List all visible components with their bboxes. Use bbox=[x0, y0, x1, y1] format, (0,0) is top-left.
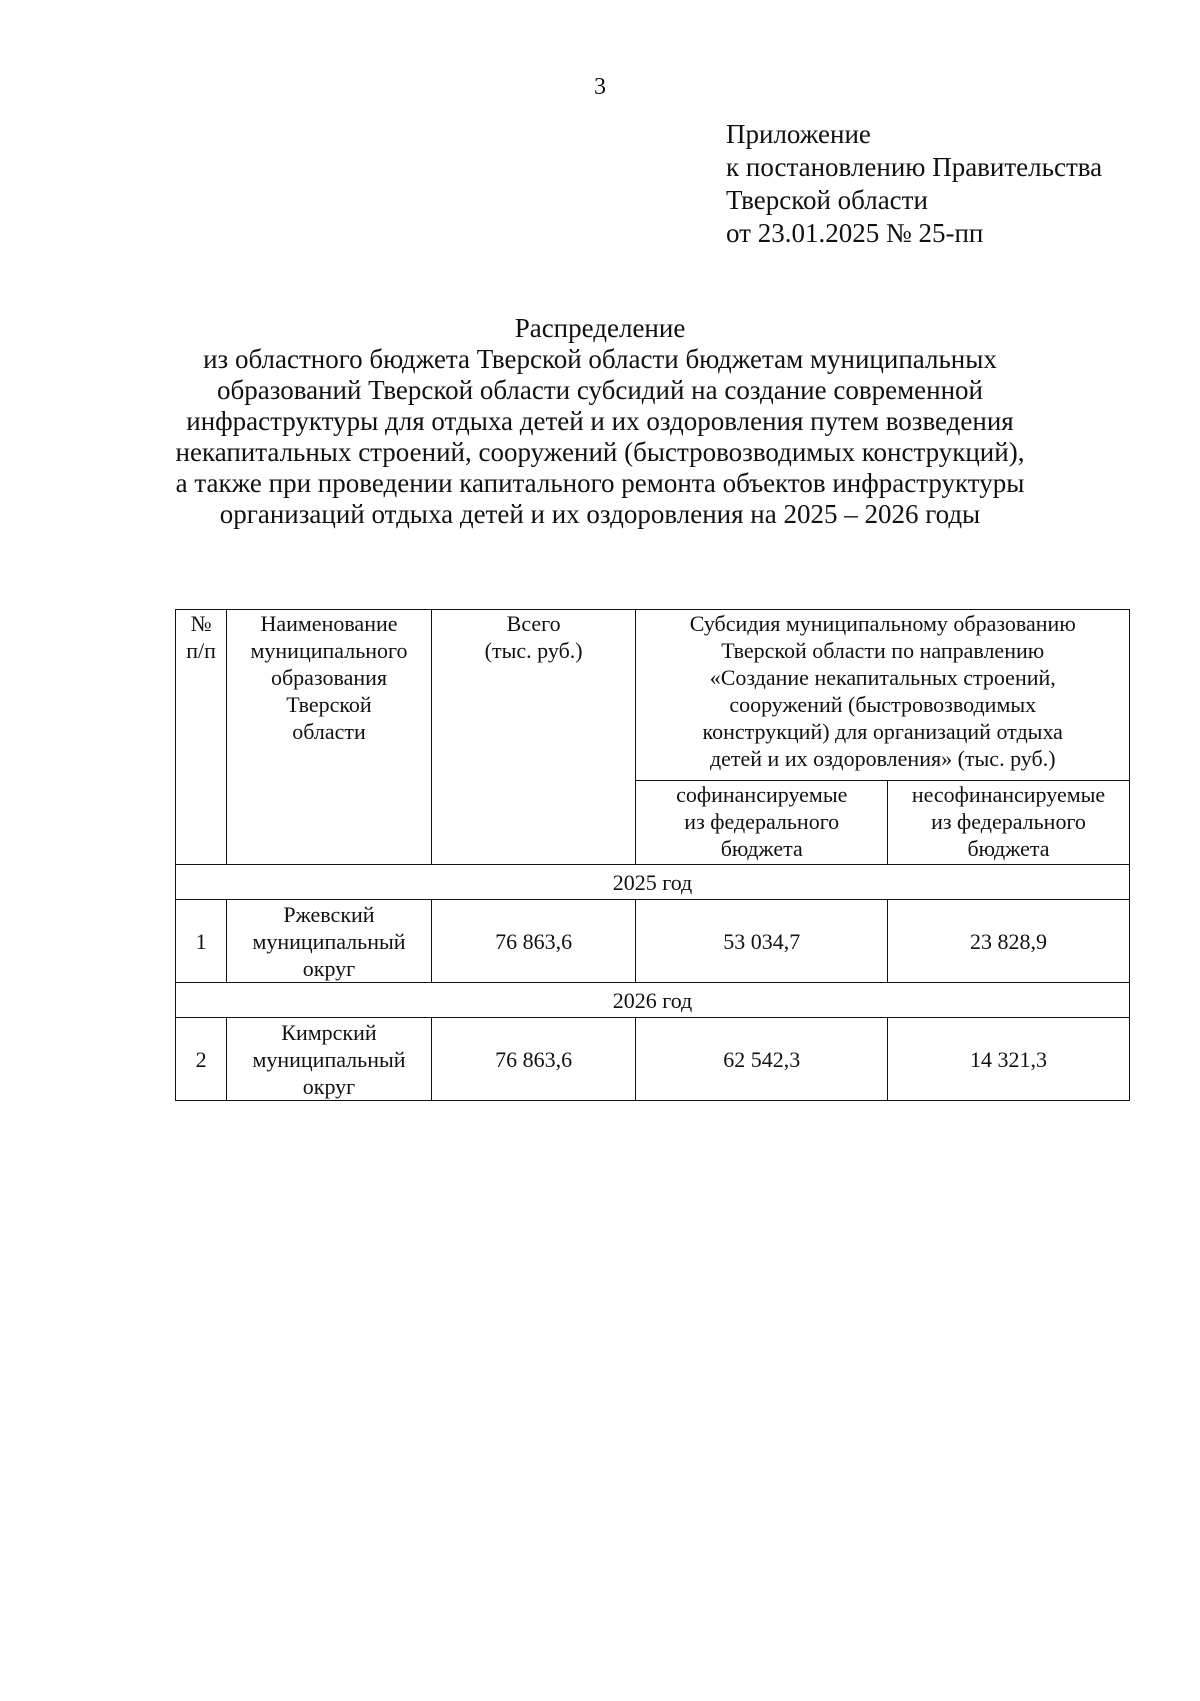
table-header-row bbox=[176, 610, 1130, 781]
title-line: некапитальных строений, сооружений (быстровозводимых конструкций), bbox=[175, 437, 1025, 467]
table-row bbox=[176, 1018, 1130, 1101]
page-number: 3 bbox=[594, 74, 606, 100]
row-name: Кимрский муниципальный округ bbox=[227, 1018, 432, 1101]
header-name: Наименование муниципального образования Тверской области bbox=[227, 610, 432, 865]
row-total: 76 863,6 bbox=[431, 900, 636, 983]
title-line: образований Тверской области субсидий на создание современной bbox=[216, 375, 984, 405]
appendix-line: Приложение bbox=[726, 119, 871, 149]
title-heading: Распределение bbox=[514, 313, 686, 343]
title-line: из областного бюджета Тверской области бюджетам муниципальных bbox=[203, 344, 997, 374]
header-total: Всего (тыс. руб.) bbox=[431, 610, 636, 865]
row-num: 2 bbox=[176, 1018, 227, 1101]
title-line: организаций отдыха детей и их оздоровления на 2025 – 2026 годы bbox=[219, 499, 981, 529]
year-row-2025 bbox=[176, 865, 1130, 900]
appendix-line: к постановлению Правительства bbox=[726, 152, 1103, 182]
year-label: 2026 год bbox=[176, 983, 1130, 1018]
table-row bbox=[176, 900, 1130, 983]
header-cofinanced: софинансируемые из федерального бюджета bbox=[636, 781, 888, 865]
header-num: № п/п bbox=[176, 610, 227, 865]
row-num: 1 bbox=[176, 900, 227, 983]
distribution-table bbox=[175, 609, 1130, 1101]
appendix-line: Тверской области bbox=[726, 185, 928, 215]
header-noncofinanced: несофинансируемые из федерального бюджета bbox=[888, 781, 1130, 865]
title-line: а также при проведении капитального ремонта объектов инфраструктуры bbox=[175, 468, 1025, 498]
row-noncofinanced: 23 828,9 bbox=[888, 900, 1130, 983]
year-row-2026 bbox=[176, 983, 1130, 1018]
appendix-block bbox=[726, 118, 1102, 250]
row-cofinanced: 62 542,3 bbox=[636, 1018, 888, 1101]
row-noncofinanced: 14 321,3 bbox=[888, 1018, 1130, 1101]
year-label: 2025 год bbox=[176, 865, 1130, 900]
row-total: 76 863,6 bbox=[431, 1018, 636, 1101]
document-title bbox=[100, 313, 1100, 530]
header-subsidy: Субсидия муниципальному образованию Тверской области по направлению «Создание некапитальных строений, сооружений (быстровозводимых конструкций) для организаций отдыха детей и их оздоровления» (тыс. руб.) bbox=[636, 610, 1130, 781]
appendix-line: от 23.01.2025 № 25-пп bbox=[726, 218, 984, 248]
row-cofinanced: 53 034,7 bbox=[636, 900, 888, 983]
title-line: инфраструктуры для отдыха детей и их оздоровления путем возведения bbox=[186, 406, 1014, 436]
row-name: Ржевский муниципальный округ bbox=[227, 900, 432, 983]
